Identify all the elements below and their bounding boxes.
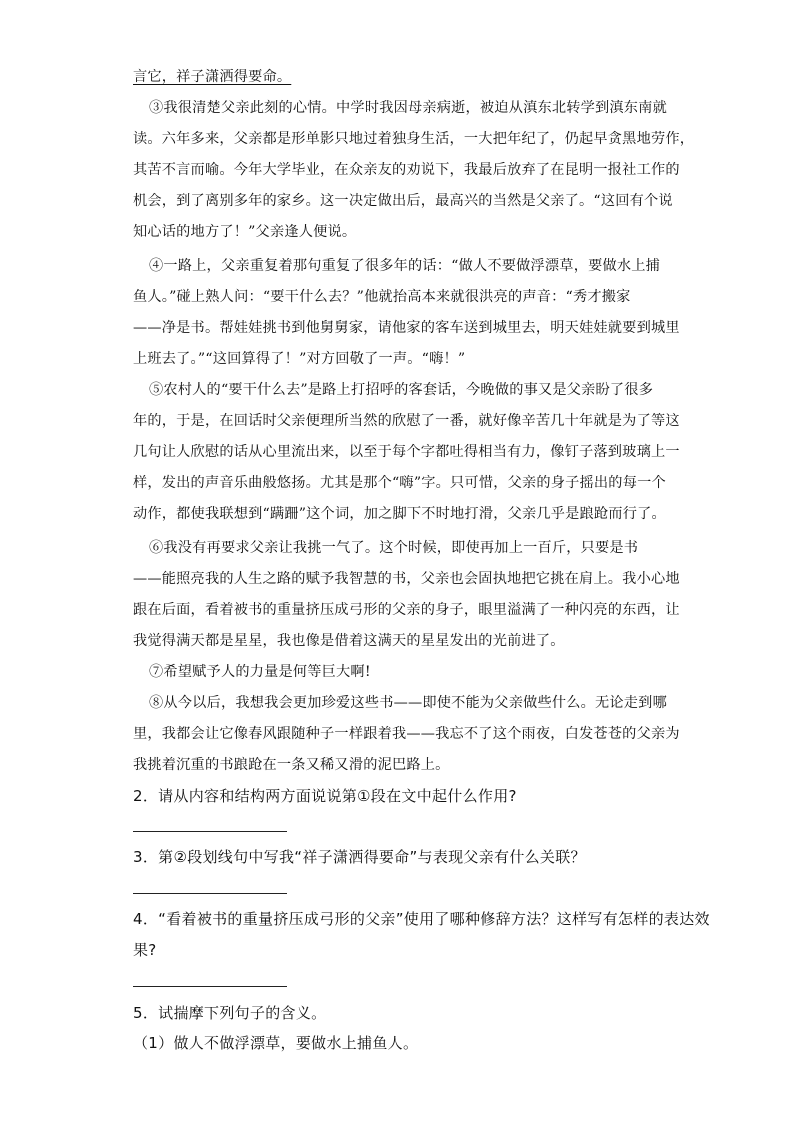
paragraph-4-line-3: ——净是书。帮娃娃挑书到他舅舅家，请他家的客车送到城里去，明天娃娃就要到城里 xyxy=(133,320,680,336)
question-3: 3．第②段划线句中写我“祥子潇洒得要命”与表现父亲有什么关联？ xyxy=(133,848,586,866)
paragraph-5-line-3: 几句让人欣慰的话从心里流出来，以至于每个字都吐得相当有力，像钉子落到玻璃上一 xyxy=(133,444,680,460)
paragraph-3-line-1: ③我很清楚父亲此刻的心情。中学时我因母亲病逝，被迫从滇东北转学到滇东南就 xyxy=(149,100,667,116)
question-4-line-1: 4．“看着被书的重量挤压成弓形的父亲”使用了哪种修辞方法？这样写有怎样的表达效 xyxy=(133,910,710,928)
paragraph-6-line-1: ⑥我没有再要求父亲让我挑一气了。这个时候，即使再加上一百斤，只要是书 xyxy=(149,540,639,556)
paragraph-3-line-3: 其苦不言而喻。今年大学毕业，在众亲友的劝说下，我最后放弃了在昆明一报社工作的 xyxy=(133,162,680,178)
paragraph-3-line-2: 读。六年多来，父亲都是形单影只地过着独身生活，一大把年纪了，仍起早贪黑地劳作， xyxy=(133,131,695,147)
question-4-line-2: 果? xyxy=(133,941,157,959)
paragraph-4-line-1: ④一路上，父亲重复着那句重复了很多年的话：“做人不要做浮漂草，要做水上捕 xyxy=(149,258,661,274)
paragraph-3-line-5: 知心话的地方了！”父亲逢人便说。 xyxy=(133,224,357,240)
paragraph-5-line-4: 样，发出的声音乐曲般悠扬。尤其是那个“嗨”字。只可惜，父亲的身子摇出的每一个 xyxy=(133,475,666,491)
question-2: 2．请从内容和结构两方面说说第①段在文中起什么作用? xyxy=(133,787,517,805)
paragraph-7: ⑦希望赋予人的力量是何等巨大啊! xyxy=(149,664,371,680)
paragraph-5-line-1: ⑤农村人的“要干什么去”是路上打招呼的客套话，今晚做的事又是父亲盼了很多 xyxy=(149,382,654,398)
paragraph-5-line-5: 动作，都使我联想到“蹒跚”这个词，加之脚下不时地打滑，父亲几乎是踉跄而行了。 xyxy=(133,506,666,522)
paragraph-5-line-2: 年的，于是，在回话时父亲便理所当然的欣慰了一番，就好像辛苦几十年就是为了等这 xyxy=(133,413,680,429)
paragraph-6-line-2: ——能照亮我的人生之路的赋予我智慧的书，父亲也会固执地把它挑在肩上。我小心地 xyxy=(133,571,680,587)
paragraph-8-line-2: 里，我都会让它像春风跟随种子一样跟着我——我忘不了这个雨夜，白发苍苍的父亲为 xyxy=(133,726,680,742)
paragraph-4-line-4: 上班去了。”“这回算得了！”对方回敬了一声。“嗨！” xyxy=(133,351,466,367)
answer-blank-q2[interactable] xyxy=(133,831,287,832)
paragraph-8-line-1: ⑧从今以后，我想我会更加珍爱这些书——即使不能为父亲做些什么。无论走到哪 xyxy=(149,695,667,711)
answer-blank-q4[interactable] xyxy=(133,986,287,987)
paragraph-3-line-4: 机会，到了离别多年的家乡。这一决定做出后，最高兴的当然是父亲了。“这回有个说 xyxy=(133,193,673,209)
paragraph-6-line-3: 跟在后面，看着被书的重量挤压成弓形的父亲的身子，眼里溢满了一种闪亮的东西，让 xyxy=(133,602,680,618)
paragraph-6-line-4: 我觉得满天都是星星，我也像是借着这满天的星星发出的光前进了。 xyxy=(133,633,565,649)
answer-blank-q3[interactable] xyxy=(133,893,287,894)
question-5: 5．试揣摩下列句子的含义。 xyxy=(133,1004,327,1022)
passage-continuation-underlined: 言它，祥子潇洒得要命。 xyxy=(133,69,292,85)
question-5-sub-1: （1）做人不做浮漂草，要做水上捕鱼人。 xyxy=(133,1034,419,1052)
paragraph-4-line-2: 鱼人。”碰上熟人问：“要干什么去？”他就抬高本来就很洪亮的声音：“秀才搬家 xyxy=(133,289,631,305)
paragraph-8-line-3: 我挑着沉重的书踉跄在一条又稀又滑的泥巴路上。 xyxy=(133,757,450,773)
